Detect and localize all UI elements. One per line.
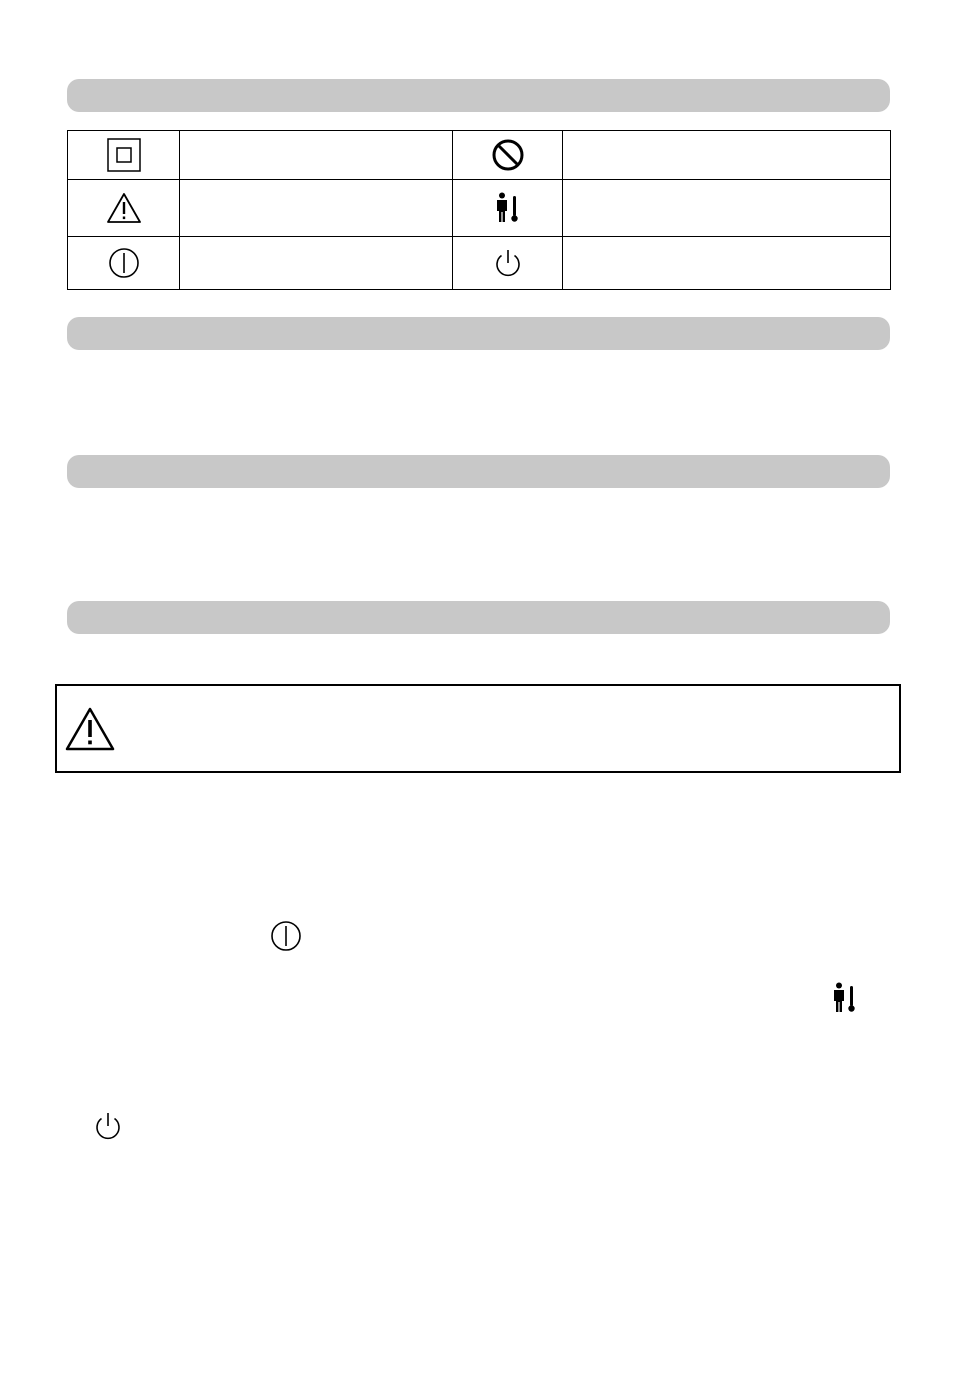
symbol-table	[67, 130, 891, 290]
table-row	[68, 131, 891, 180]
section-header-bar	[67, 455, 890, 488]
symbol-description	[180, 237, 453, 290]
section-header-bar	[67, 317, 890, 350]
section-header-bar	[67, 601, 890, 634]
symbol-description	[563, 180, 891, 237]
table-cell	[68, 180, 180, 237]
table-cell	[68, 237, 180, 290]
standby-power-icon	[92, 1110, 124, 1142]
prohibition-icon	[491, 138, 525, 172]
table-row	[68, 180, 891, 237]
standby-power-icon	[492, 247, 524, 279]
person-thermometer-icon	[495, 192, 521, 224]
power-on-icon	[270, 920, 302, 952]
person-thermometer-icon	[832, 982, 858, 1014]
table-cell	[453, 131, 563, 180]
power-on-icon	[108, 247, 140, 279]
table-cell	[453, 237, 563, 290]
warning-box	[55, 684, 901, 773]
symbol-description	[180, 131, 453, 180]
symbol-description	[180, 180, 453, 237]
symbol-description	[563, 131, 891, 180]
symbol-description	[563, 237, 891, 290]
section-header-bar	[67, 79, 890, 112]
table-cell	[68, 131, 180, 180]
table-row	[68, 237, 891, 290]
warning-triangle-icon	[64, 706, 116, 752]
double-square-icon	[107, 138, 141, 172]
warning-triangle-icon	[106, 192, 142, 224]
table-cell	[453, 180, 563, 237]
